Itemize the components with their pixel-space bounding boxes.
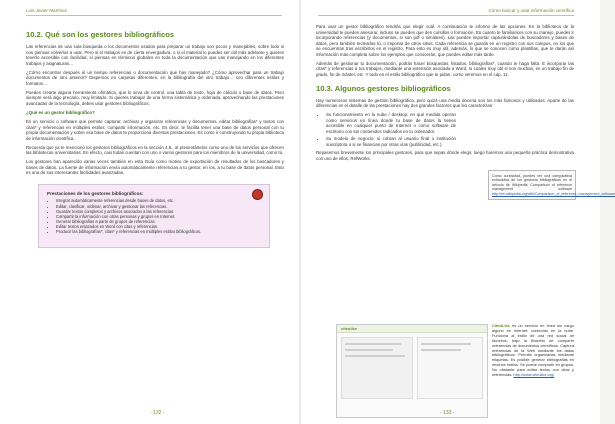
screenshot-text-line	[345, 355, 405, 357]
paragraph: Es un servicio o software que permite capturar, archivar y organizar referencias y documentos, editar bibliografías* y textos con citas* y referencias en múltiples estilos, compartir información, etc. Es decir, te facilita tener una base de datos personal con tu propia documentación y sobre esa base de datos te proporciona diversas prestaciones. Es como ir construyendo tu propia biblioteca de información científica.	[26, 119, 284, 141]
list-item: • Producir las bibliografías*, citas* y referencias en múltiples estilos bibliográficos.	[56, 229, 261, 234]
list-item: • Editar textos enlazados en Word con citas y referencias.	[56, 224, 261, 229]
features-list	[47, 198, 261, 234]
paragraph: Hay numerosos sistemas de gestión bibliográfica, pero quizá una media docena son los más famosos y utilizados. Aparte de las diferencias en el detalle de las prestaciones hay dos grandes factores que les caracterizan:	[316, 97, 574, 109]
list-item: • Integrar automáticamente referencias desde bases de datos, etc.	[56, 198, 261, 203]
screenshot-text-line	[421, 349, 461, 351]
paragraph: Repasemos brevemente los principales gestores, para que sepas dónde elegir, luego haremos una pequeña práctica demostrativa con uno de ellos, RefWorks.	[316, 150, 574, 162]
subheading-question: ¿Qué es un gestor bibliográfico?	[26, 110, 95, 116]
page-gutter	[299, 0, 301, 424]
section-title-10-3: 10.3. Algunos gestores bibliográficos	[316, 83, 451, 93]
right-page	[316, 24, 615, 378]
factors-list	[316, 112, 456, 148]
screenshot-header-bar	[337, 325, 487, 333]
features-box	[38, 184, 270, 248]
screenshot-text-line	[345, 349, 393, 351]
features-box-title: Prestaciones de los gestores bibliográficos:	[47, 190, 144, 196]
left-running-header: Luis Javier Martínez	[26, 8, 68, 13]
list-item: • Compartir la información con otras personas y grupos en Internet.	[56, 214, 261, 219]
left-page	[26, 24, 284, 248]
screenshot-text-line	[421, 343, 471, 345]
citeulike-screenshot	[336, 324, 488, 418]
right-running-header: Cómo buscar y usar información científica	[488, 8, 574, 13]
list-item: • Su modelo de negocio: si cobran al usuario final o institución suscriptora o si se financian por otras vías (publicidad, etc.).	[326, 136, 456, 147]
paragraph: Además de gestionar tu documentación, podrás hacer búsquedas, listados, bibliografías*, cuando te haga falta. E incorporar las citas* y referencias a tus trabajos, mediante una extensión asociada a Word, lo cuales muy útil si son muchas, en un trabajo fin de grado, fin de máster, etc. Y todo en el estilo bibliográfico que te pidan, como veremos en el cap. 11.	[316, 60, 574, 77]
note-link[interactable]: http://en.wikipedia.org/wiki/Comparison_of_reference_management_software	[492, 191, 615, 196]
right-page-number: - 133 -	[440, 410, 455, 416]
list-item: • Guardar textos completos y archivos asociados a las referencias.	[56, 209, 261, 214]
left-header-rule	[26, 15, 282, 16]
citeulike-description	[492, 324, 574, 378]
screenshot-panel	[417, 337, 483, 399]
note-text: Como curiosidad, puedes ver una comparativa exhaustiva de los gestores bibliográficos en el artículo de Wikipedia: Comparison of reference management software	[492, 174, 572, 192]
stop-icon	[252, 189, 263, 200]
paragraph: ¿Cómo encontrar después el un tiempo referencias o documentación que has manejado? ¿Cómo aprovechar para un trabajo documentos de otro anterior? Dispersos en carpetas diferentes, en la bibliografía del otro trabajo… con diferentes estilos y formatos…	[26, 69, 284, 86]
paragraph: Para usar un gestor bibliográfico tendrás que elegir cuál. A continuación te informo de las opciones. En la biblioteca de la universidad te pueden asesorar, incluso se pueden que den cursillos o formación. En cuanto te familiarices con su manejo, puedes ir incorporando referencias (y documentos, si son pdf o similares). Las puedes importar capturándolas de buscadores y bases de datos, pero también teclearlas tú, o importar de otros sitios. Cada referencia se guarda en un registro con sus campos, en los que se encuentran tras escribirlos en el registro. Para esto es muy útil, además, lo que se conocen como plantillas, que te darán así información más completa sobre los ejemplos que conocerán, que puedes editar más tarde.	[316, 24, 574, 57]
citeulike-logo: citeulike	[341, 326, 358, 331]
list-item: • Generar bibliografías a partir de grupos de referencias.	[56, 219, 261, 224]
brand-name: CiteULike	[492, 323, 510, 328]
paragraph: Los gestores han aparecido varias veces también en esta Guía como motivo de exportación de resultados de los buscadores y bases de datos. La fuente de información envía automáticamente referencias a tu gestor, en los, a tu base de datos personal. Esto es una de sus interesantes facilidades avanzadas.	[26, 159, 284, 176]
list-item: • Editar, clasificar, ordenar, archivar y gestionar las referencias.	[56, 204, 261, 209]
list-item: • Su funcionamiento en la nube / desktop: en qué medida operan como servicios en línea donde tu base de datos la tienes accesible en cualquier punto de Internet o como software de escritorio con tus contenidos radicados en tu ordenador.	[326, 112, 456, 134]
screenshot-panel	[341, 337, 413, 399]
paragraph: Puedes crearte alguna herramienta ofimática, que lo sirva de control, una tabla de texto, hoja de cálculo o base de datos. Pero siempre será algo precario, muy limitado. Si quieres trabajar de una forma sistemática y ordenada, aprovechando las prestaciones avanzadas de la tecnología, debes usar gestores bibliográficos.	[26, 89, 284, 106]
right-header-rule	[318, 15, 574, 16]
left-page-number: - 132 -	[150, 410, 165, 416]
citeulike-link[interactable]: http://www.citeulike.org/	[513, 372, 555, 378]
description-text: es un servicio en línea sin cargo alguno en Internet: contenido en la nube. Funciona al estilo de una red social de favoritos, bajo la filosofía de compartir referencias de documentos científicos. Captura referencias de la Web mediante los datos bibliográficos. Permite organizarlas mediante etiquetas. Es posible generar bibliografías en muchos estilos. Se puede compartir en grupos. No obstante para editar textos con citas y referencias:	[492, 323, 574, 378]
paragraph: Recuerda que ya te mencionó los gestores bibliográficos en la sección 4.8., al presentártelos como uno de los servicios que ofrecen las bibliotecas universitarias. En efecto, casi todas cuentan con uno o varios gestores para los miembros de la universidad, como tú.	[26, 144, 284, 156]
paragraph: Las referencias de una sola búsqueda o los documentos usados para preparar un trabajo son pocos y manejables, sobre todo si nos piensas volverlos a usar. Pero si el trabajos es de cierta envergadura, o si el material lo puedes ser útil más adelante y quieres tenerlo accesible con facilidad, si piensas en términos globales en toda la documentación que vas manejando en los diferentes trabajos y asignaturas…	[26, 44, 284, 66]
screenshot-text-line	[345, 343, 401, 345]
section-title-10-2: 10.2. Qué son los gestores bibliográficos	[26, 30, 175, 39]
wikipedia-note-box	[488, 170, 615, 200]
